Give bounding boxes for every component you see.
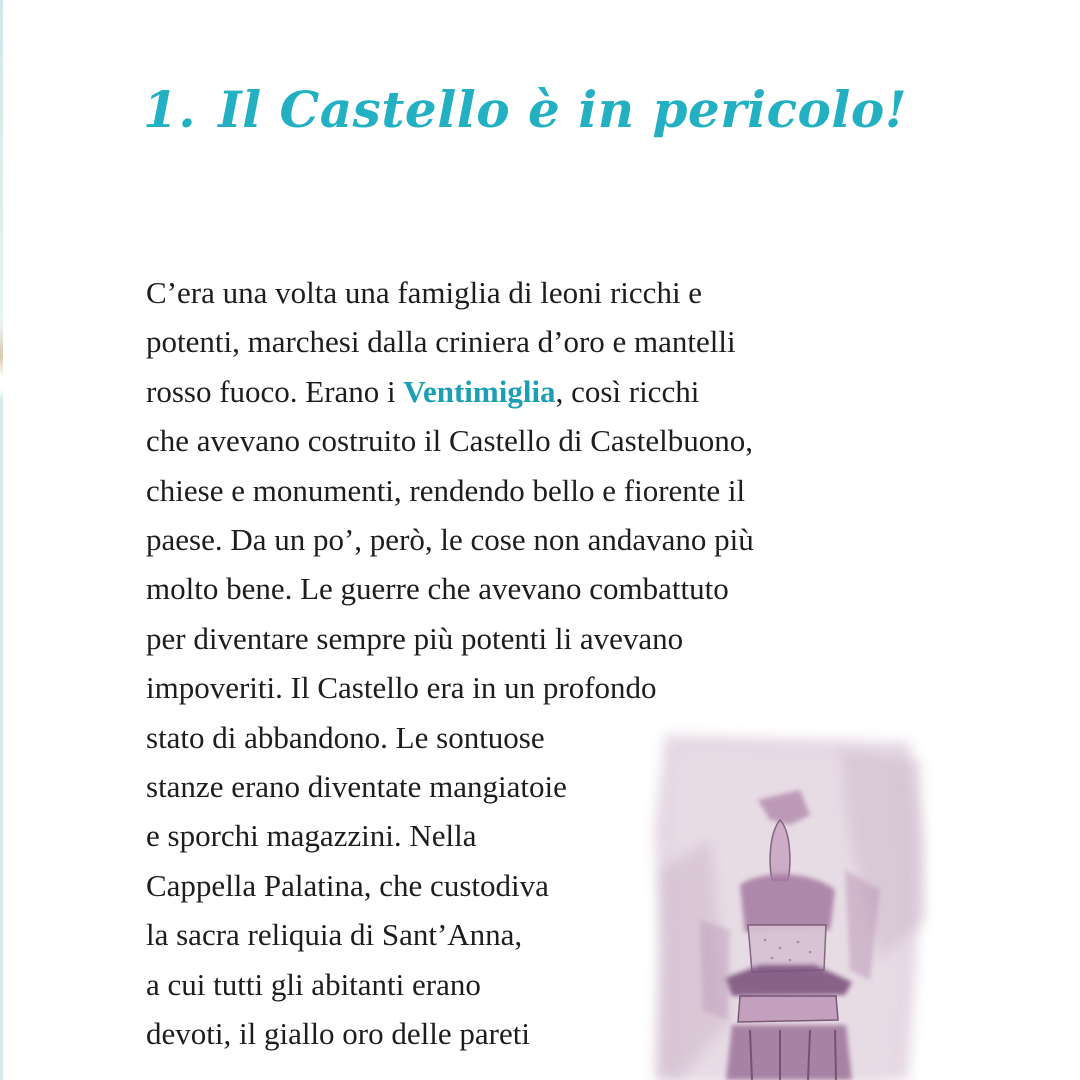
- text-line: paese. Da un po’, però, le cose non andavano più: [146, 522, 754, 558]
- text-line: [146, 367, 754, 416]
- text-segment: rosso fuoco. Erano i: [146, 373, 404, 409]
- text-line: che avevano costruito il Castello di Castelbuono,: [146, 423, 753, 459]
- chapter-title-text: Il Castello è in pericolo!: [218, 80, 908, 139]
- text-line: potenti, marchesi dalla criniera d’oro e mantelli: [146, 324, 736, 360]
- text-line: chiese e monumenti, rendendo bello e fiorente il: [146, 472, 746, 508]
- text-line: molto bene. Le guerre che avevano combattuto: [146, 571, 729, 607]
- text-line: la sacra reliquia di Sant’Anna,: [146, 917, 523, 953]
- text-segment: , così ricchi: [555, 373, 700, 409]
- watercolor-tower-illustration: [640, 720, 940, 1080]
- text-line: stanze erano diventate mangiatoie: [146, 769, 567, 805]
- chapter-title: [143, 78, 907, 142]
- highlighted-name: Ventimiglia: [403, 373, 556, 409]
- page-edge-line: [0, 0, 3, 1080]
- text-line: C’era una volta una famiglia di leoni ricchi e: [146, 275, 703, 310]
- chapter-number: 1.: [143, 80, 197, 139]
- text-line: per diventare sempre più potenti li avevano: [146, 620, 684, 656]
- text-line: impoveriti. Il Castello era in un profondo: [146, 670, 657, 706]
- text-line: devoti, il giallo oro delle pareti: [146, 1016, 530, 1052]
- text-line: stato di abbandono. Le sontuose: [146, 719, 545, 755]
- text-line: Cappella Palatina, che custodiva: [146, 867, 549, 903]
- text-line: a cui tutti gli abitanti erano: [146, 966, 481, 1002]
- text-line: e sporchi magazzini. Nella: [146, 818, 477, 854]
